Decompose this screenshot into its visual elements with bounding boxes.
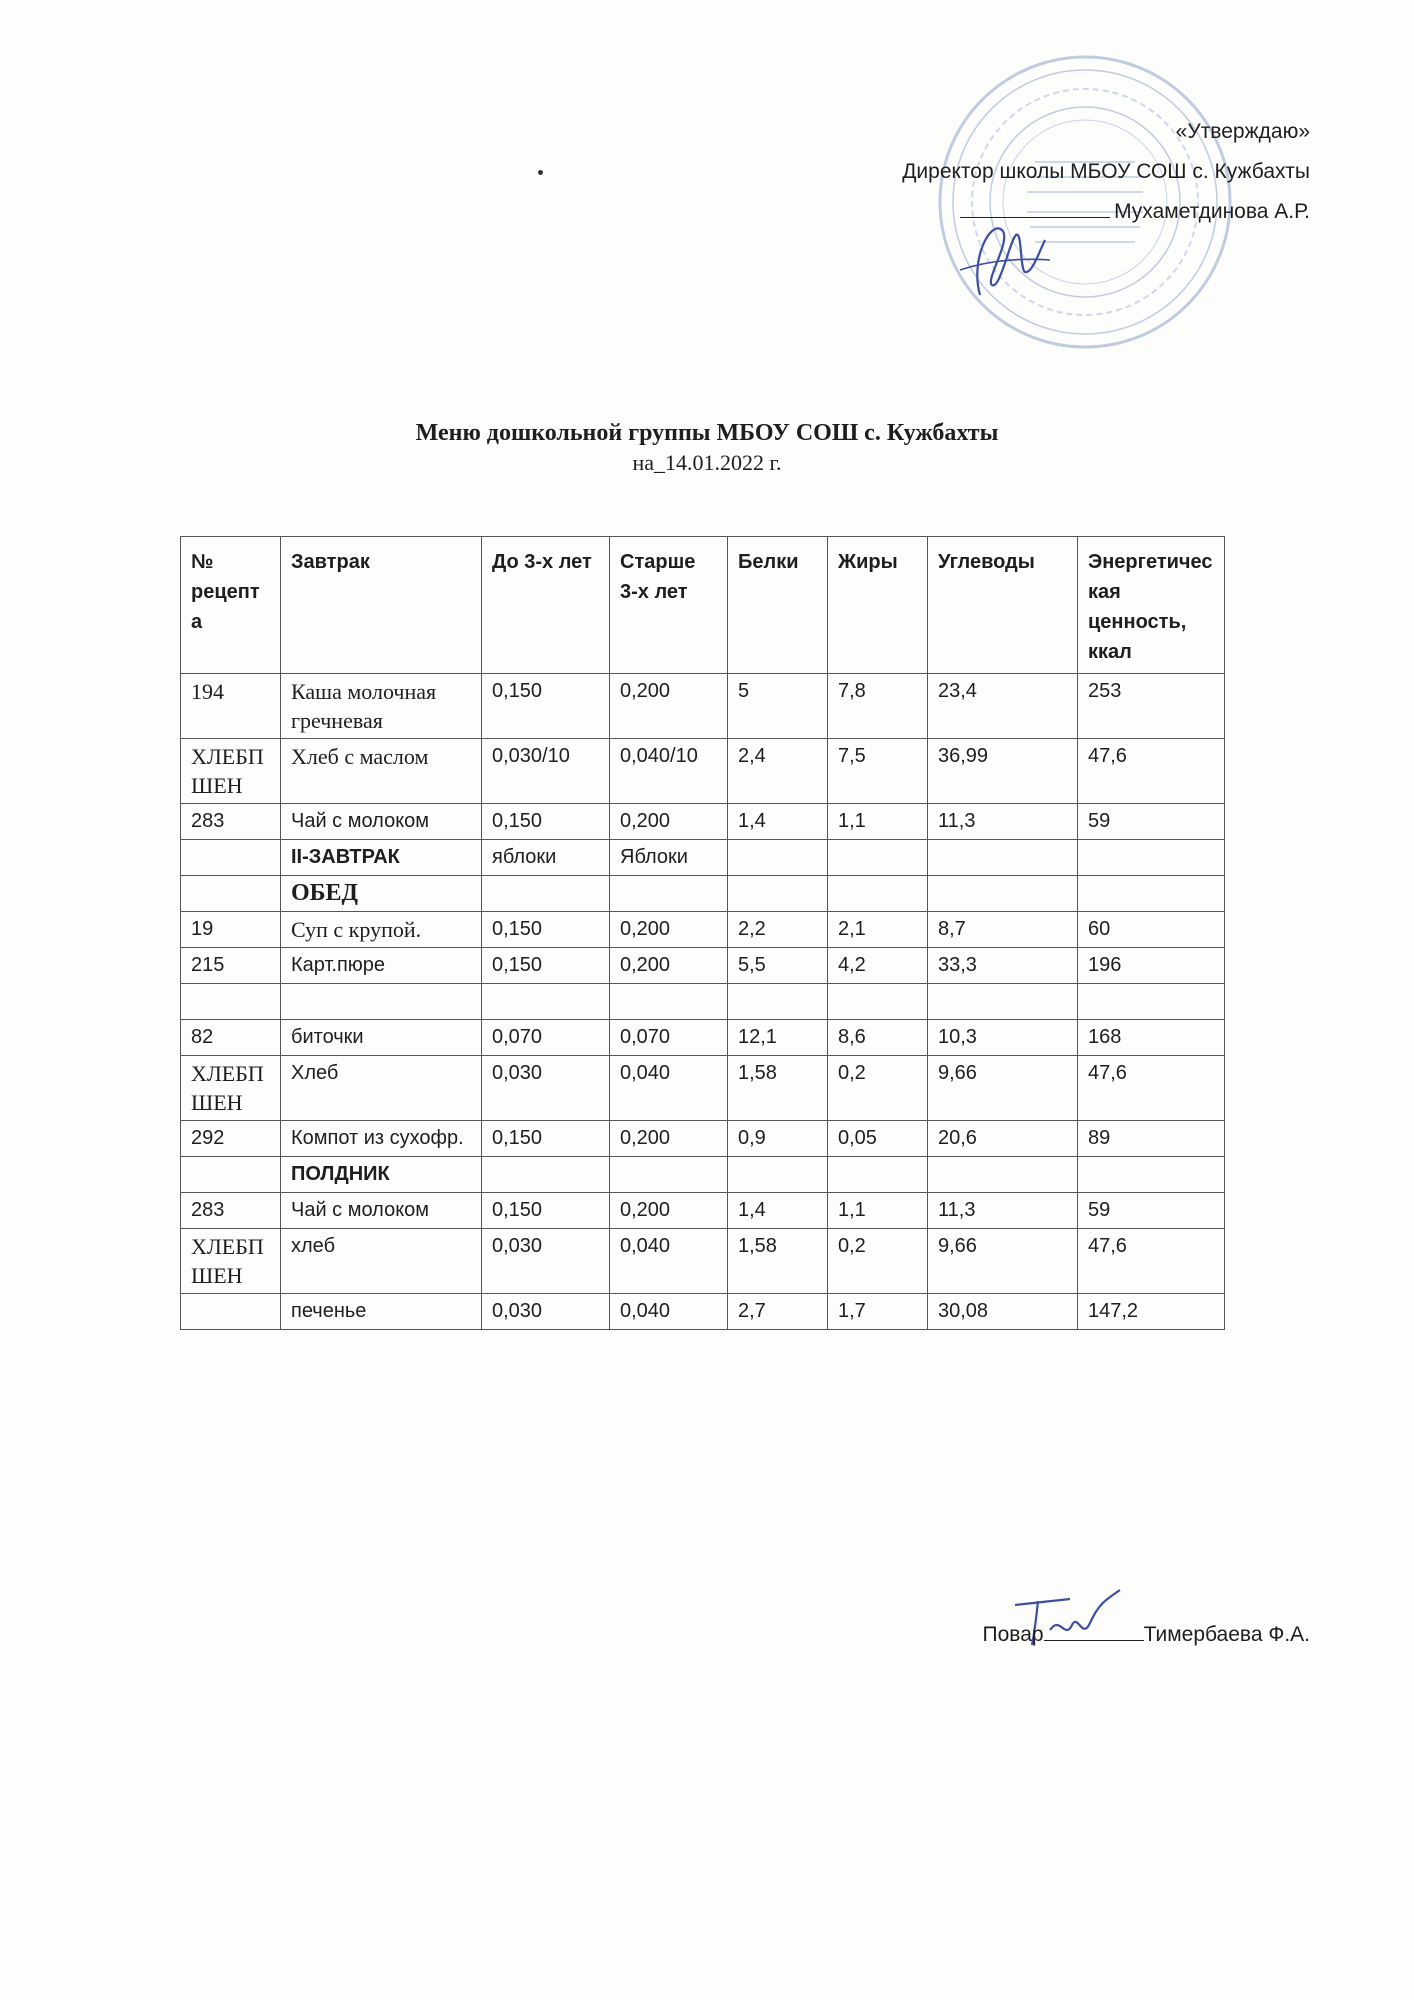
cell: 253 — [1078, 674, 1225, 739]
director-signature-icon — [950, 200, 1060, 310]
cell: 0,040 — [610, 1056, 728, 1121]
cell: 283 — [181, 1193, 281, 1229]
header-recipe-number: № рецепта — [181, 537, 281, 674]
cell: 0,040 — [610, 1294, 728, 1330]
cell: 0,150 — [482, 1121, 610, 1157]
cell — [181, 876, 281, 912]
cell — [928, 984, 1078, 1020]
cell: Яблоки — [610, 840, 728, 876]
cell: 0,2 — [828, 1056, 928, 1121]
cook-label: Повар — [982, 1623, 1044, 1646]
cell: 292 — [181, 1121, 281, 1157]
cell: 36,99 — [928, 739, 1078, 804]
table-row — [181, 948, 1225, 984]
cell: 10,3 — [928, 1020, 1078, 1056]
cell — [181, 1294, 281, 1330]
cell: 11,3 — [928, 1193, 1078, 1229]
cell: 168 — [1078, 1020, 1225, 1056]
table-row — [181, 876, 1225, 912]
ink-dot — [538, 170, 543, 175]
cell: печенье — [281, 1294, 482, 1330]
cell: 283 — [181, 804, 281, 840]
cell — [928, 1157, 1078, 1193]
table-row — [181, 1056, 1225, 1121]
cell: 8,6 — [828, 1020, 928, 1056]
cell: 1,7 — [828, 1294, 928, 1330]
cell: 59 — [1078, 804, 1225, 840]
cell: 9,66 — [928, 1229, 1078, 1294]
cell — [482, 1157, 610, 1193]
cell: 147,2 — [1078, 1294, 1225, 1330]
cell: 0,070 — [610, 1020, 728, 1056]
cell: Суп с крупой. — [281, 912, 482, 948]
cell: 8,7 — [928, 912, 1078, 948]
cell: Хлеб — [281, 1056, 482, 1121]
cell — [1078, 840, 1225, 876]
cell — [610, 984, 728, 1020]
table-row — [181, 1294, 1225, 1330]
section-lunch: ОБЕД — [281, 876, 482, 912]
cell: 2,2 — [728, 912, 828, 948]
cell: 0,150 — [482, 674, 610, 739]
cell: хлеб — [281, 1229, 482, 1294]
cell — [728, 876, 828, 912]
cell: 7,8 — [828, 674, 928, 739]
cell: 33,3 — [928, 948, 1078, 984]
cell: 0,05 — [828, 1121, 928, 1157]
cell: 12,1 — [728, 1020, 828, 1056]
cell — [181, 1157, 281, 1193]
cell: Хлеб с маслом — [281, 739, 482, 804]
cell: 0,030 — [482, 1294, 610, 1330]
cell: 1,4 — [728, 1193, 828, 1229]
cell: 1,58 — [728, 1056, 828, 1121]
cell: 1,58 — [728, 1229, 828, 1294]
cell: 30,08 — [928, 1294, 1078, 1330]
cell: 196 — [1078, 948, 1225, 984]
director-name: Мухаметдинова А.Р. — [1114, 200, 1310, 223]
header-over-3: Старше 3-х лет — [610, 537, 728, 674]
section-afternoon-snack: ПОЛДНИК — [281, 1157, 482, 1193]
table-row-empty — [181, 984, 1225, 1020]
cell: 0,150 — [482, 804, 610, 840]
cell: 0,030/10 — [482, 739, 610, 804]
cell: 0,070 — [482, 1020, 610, 1056]
cell — [1078, 984, 1225, 1020]
cell: Чай с молоком — [281, 1193, 482, 1229]
cell: 4,2 — [828, 948, 928, 984]
cell: 47,6 — [1078, 1056, 1225, 1121]
cell: 0,150 — [482, 948, 610, 984]
cell: 215 — [181, 948, 281, 984]
cell — [928, 876, 1078, 912]
cell: 20,6 — [928, 1121, 1078, 1157]
cell: 19 — [181, 912, 281, 948]
cell: 82 — [181, 1020, 281, 1056]
table-row — [181, 1157, 1225, 1193]
cell: 59 — [1078, 1193, 1225, 1229]
approval-position: Директор школы МБОУ СОШ с. Кужбахты — [902, 160, 1310, 183]
cell: ХЛЕБПШЕН — [181, 739, 281, 804]
cell: 0,200 — [610, 1121, 728, 1157]
cell — [181, 984, 281, 1020]
header-under-3: До 3-х лет — [482, 537, 610, 674]
cell: 1,1 — [828, 804, 928, 840]
header-energy: Энергетическая ценность, ккал — [1078, 537, 1225, 674]
header-proteins: Белки — [728, 537, 828, 674]
cook-name: Тимербаева Ф.А. — [1143, 1623, 1310, 1646]
cell: 2,1 — [828, 912, 928, 948]
cell: 0,200 — [610, 674, 728, 739]
table-row — [181, 912, 1225, 948]
table-row — [181, 739, 1225, 804]
cell — [828, 876, 928, 912]
table-row — [181, 1121, 1225, 1157]
cell: 0,150 — [482, 912, 610, 948]
cell: яблоки — [482, 840, 610, 876]
cell: 0,200 — [610, 1193, 728, 1229]
cell: 0,200 — [610, 948, 728, 984]
header-breakfast: Завтрак — [281, 537, 482, 674]
cell: 23,4 — [928, 674, 1078, 739]
cell — [1078, 876, 1225, 912]
cell: 0,2 — [828, 1229, 928, 1294]
cell — [728, 1157, 828, 1193]
table-row — [181, 804, 1225, 840]
cell: 0,150 — [482, 1193, 610, 1229]
cell — [610, 876, 728, 912]
cell: 1,4 — [728, 804, 828, 840]
cell: 60 — [1078, 912, 1225, 948]
table-row — [181, 1193, 1225, 1229]
cell: 0,200 — [610, 912, 728, 948]
cell: 47,6 — [1078, 739, 1225, 804]
table-row — [181, 840, 1225, 876]
cell: 0,030 — [482, 1229, 610, 1294]
cell: 9,66 — [928, 1056, 1078, 1121]
menu-table — [180, 536, 1225, 1330]
cell — [181, 840, 281, 876]
cell: ХЛЕБПШЕН — [181, 1056, 281, 1121]
cell: 11,3 — [928, 804, 1078, 840]
cell: 0,030 — [482, 1056, 610, 1121]
cell: 0,200 — [610, 804, 728, 840]
cell: 0,040/10 — [610, 739, 728, 804]
cell: 1,1 — [828, 1193, 928, 1229]
cell — [610, 1157, 728, 1193]
section-second-breakfast: II-ЗАВТРАК — [281, 840, 482, 876]
cell: 47,6 — [1078, 1229, 1225, 1294]
cell: 0,9 — [728, 1121, 828, 1157]
cook-block — [983, 1618, 1310, 1647]
cell: Компот из сухофр. — [281, 1121, 482, 1157]
menu-date: на_14.01.2022 г. — [632, 450, 782, 475]
table-row — [181, 674, 1225, 739]
table-header-row — [181, 537, 1225, 674]
approval-heading: «Утверждаю» — [1175, 120, 1310, 143]
table-row — [181, 1229, 1225, 1294]
cell: Каша молочная гречневая — [281, 674, 482, 739]
document-title — [0, 418, 1414, 478]
cell: 2,4 — [728, 739, 828, 804]
cell — [828, 1157, 928, 1193]
page-title: Меню дошкольной группы МБОУ СОШ с. Кужбахты — [415, 420, 999, 446]
cell: Карт.пюре — [281, 948, 482, 984]
cell: 194 — [181, 674, 281, 739]
header-carbs: Углеводы — [928, 537, 1078, 674]
cell: 5 — [728, 674, 828, 739]
cell — [928, 840, 1078, 876]
cell: 89 — [1078, 1121, 1225, 1157]
cell: биточки — [281, 1020, 482, 1056]
cell — [728, 984, 828, 1020]
cell: 5,5 — [728, 948, 828, 984]
cell — [281, 984, 482, 1020]
cell — [828, 840, 928, 876]
cell — [482, 876, 610, 912]
header-fats: Жиры — [828, 537, 928, 674]
cell — [728, 840, 828, 876]
cell: ХЛЕБПШЕН — [181, 1229, 281, 1294]
cell: Чай с молоком — [281, 804, 482, 840]
cell — [828, 984, 928, 1020]
cell: 0,040 — [610, 1229, 728, 1294]
cell — [1078, 1157, 1225, 1193]
cook-signature-underline — [1044, 1618, 1144, 1641]
cell: 2,7 — [728, 1294, 828, 1330]
cell: 7,5 — [828, 739, 928, 804]
cell — [482, 984, 610, 1020]
table-row — [181, 1020, 1225, 1056]
